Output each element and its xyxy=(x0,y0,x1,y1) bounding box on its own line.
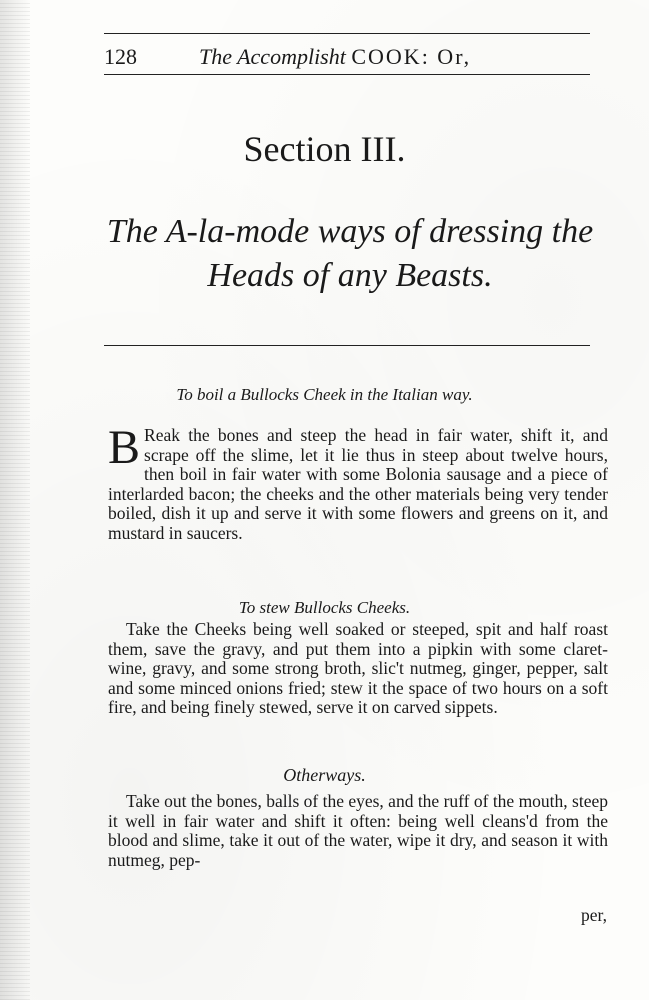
recipe-body xyxy=(108,421,608,543)
top-border-rule xyxy=(104,33,590,34)
running-title-caps: COOK: Or, xyxy=(351,44,472,69)
running-title-italic: The Accomplisht xyxy=(199,44,346,69)
recipe-body: Take out the bones, balls of the eyes, and the ruff of the mouth, steep it well in fair water and shift it often: being well cleans'd from the blood and slime, take it out of the water, wipe it dry, and season it with nutmeg, pep- xyxy=(108,791,609,870)
page-number: 128 xyxy=(104,44,137,69)
recipe-heading: To boil a Bullocks Cheek in the Italian way. xyxy=(176,385,473,404)
chapter-title-line-2: Heads of any Beasts. xyxy=(207,257,493,294)
recipe-heading: Otherways. xyxy=(283,765,366,785)
drop-cap: B xyxy=(108,421,141,474)
recipe-text: Reak the bones and steep the head in fair water, shift it, and scrape off the slime, let it lie thus in steep about twelve hours, then boil in fair water with some Bolonia sausage and a piece of interlarded bacon; the cheeks and the other materials being very tender boiled, dish it up and serve it with some flowers and greens on it, and mustard in saucers. xyxy=(108,425,608,543)
running-header xyxy=(104,44,584,74)
chapter-title xyxy=(100,210,600,298)
running-title xyxy=(199,44,471,70)
section-title: Section III. xyxy=(243,129,406,169)
chapter-title-line-1: The A-la-mode ways of dressing the xyxy=(106,213,594,250)
header-rule xyxy=(104,74,590,75)
title-rule xyxy=(104,345,590,346)
recipe-body: Take the Cheeks being well soaked or steeped, spit and half roast them, save the gravy, and put them into a pipkin with some claret-wine, gravy, and some strong broth, slic't nutmeg, ginger, pepper, salt and some minced onions fried; stew it the space of two hours on a soft fire, and being finely stewed, serve it on carved sippets. xyxy=(108,619,608,717)
recipe-heading: To stew Bullocks Cheeks. xyxy=(238,598,411,617)
catchword: per, xyxy=(580,905,607,925)
